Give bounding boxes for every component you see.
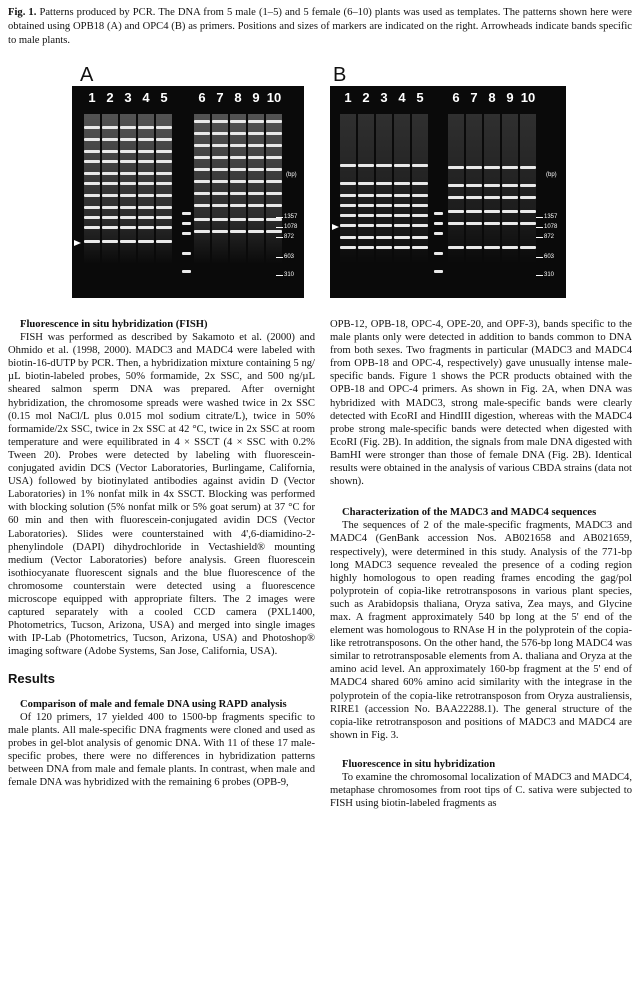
- gel-band: [138, 216, 154, 219]
- marker-band: [434, 252, 443, 255]
- gel-band: [120, 226, 136, 229]
- gel-band: [358, 182, 374, 185]
- gel-band: [156, 150, 172, 153]
- gel-band: [84, 138, 100, 141]
- gel-band: [376, 214, 392, 217]
- gel-band: [120, 126, 136, 129]
- gel-band: [266, 132, 282, 135]
- marker-tick: [276, 257, 283, 258]
- gel-band: [212, 120, 228, 123]
- lane-smear: [376, 114, 392, 264]
- gel-band: [412, 236, 428, 239]
- gel-band: [484, 196, 500, 199]
- lane-number: 10: [266, 90, 282, 105]
- gel-band: [212, 132, 228, 135]
- lane-smear: [248, 114, 264, 264]
- gel-band: [102, 216, 118, 219]
- left-column: [8, 318, 315, 789]
- gel-band: [212, 218, 228, 221]
- sequence-paragraph: The sequences of 2 of the male-specific fragments, MADC3 and MADC4 (GenBank accession Nos. AB021658 and AB021659, respectively), were determined in this study. Analysis of the 771-bp long MADC3 sequence revealed the presence of a coding region highly homologous to open reading frames encoding the gag/pol polyprotein of copia-like retrotransposons in various plant species, such as Arabidopsis thaliana, Oryza sativa, Zea mays, and Glycine max. A fragment approximately 540 bp long at the 5' end of the element was homologous to RNAse H in the polyprotein of the copia-like retrotransposons. On the other hand, the 576-bp long MADC4 was similar to retrotransposable elements from A. thaliana and Oryza at the amino acid level. An approximately 160-bp fragment at the 5' end of MADC4 shared 60% amino acid similarity with the integrase in the polyprotein of the copia-like retrotransposon from Oryza australiensis, RIRE1 (accession No. BAA22288.1). The general structure of the copia-like retrotransposon and positions of MADC3 and MADC4 are shown in Fig. 3.: [330, 520, 632, 741]
- gel-band: [266, 192, 282, 195]
- lane-smear: [194, 114, 210, 264]
- gel-band: [484, 210, 500, 213]
- gel-band: [340, 214, 356, 217]
- gel-band: [376, 236, 392, 239]
- gel-band: [194, 230, 210, 233]
- gel-band: [138, 240, 154, 243]
- gel-band: [266, 180, 282, 183]
- gel-band: [502, 222, 518, 225]
- gel-band: [156, 160, 172, 163]
- marker-size-label: 310: [544, 272, 555, 278]
- lane-number: 8: [488, 90, 496, 105]
- marker-band: [182, 232, 191, 235]
- marker-size-label: 310: [284, 272, 295, 278]
- gel-band: [84, 182, 100, 185]
- gel-band: [412, 194, 428, 197]
- gel-band: [394, 236, 410, 239]
- gel-band: [266, 218, 282, 221]
- gel-band: [340, 164, 356, 167]
- marker-size-label: 603: [284, 254, 295, 260]
- gel-band: [212, 168, 228, 171]
- marker-tick: [536, 227, 543, 228]
- gel-band: [502, 210, 518, 213]
- lane-number: 2: [106, 90, 114, 105]
- gel-band: [102, 126, 118, 129]
- lane-smear: [502, 114, 518, 264]
- lane-number: 10: [520, 90, 536, 105]
- gel-band: [412, 164, 428, 167]
- gel-band: [248, 204, 264, 207]
- gel-band: [448, 210, 464, 213]
- lane-smear: [448, 114, 464, 264]
- gel-band: [358, 164, 374, 167]
- lane-number: 4: [142, 90, 150, 105]
- gel-band: [212, 192, 228, 195]
- gel-band: [466, 246, 482, 249]
- gel-band: [120, 172, 136, 175]
- lane-number: 1: [88, 90, 96, 105]
- gel-band: [156, 172, 172, 175]
- marker-unit-label: (bp): [546, 172, 557, 178]
- gel-band: [120, 194, 136, 197]
- gel-band: [156, 240, 172, 243]
- gel-band: [102, 240, 118, 243]
- gel-band: [212, 156, 228, 159]
- gel-band: [102, 226, 118, 229]
- results-heading: Results: [8, 671, 55, 687]
- gel-band: [484, 246, 500, 249]
- marker-band: [182, 222, 191, 225]
- fish-results-paragraph: To examine the chromosomal localization of MADC3 and MADC4, metaphase chromosomes from root tips of C. sativa were subjected to FISH using biotin-labeled fragments as: [330, 772, 632, 810]
- gel-band: [520, 196, 536, 199]
- gel-band: [84, 126, 100, 129]
- gel-band: [502, 196, 518, 199]
- lane-smear: [466, 114, 482, 264]
- gel-band: [138, 126, 154, 129]
- gel-band: [120, 216, 136, 219]
- marker-size-label: 1078: [284, 224, 298, 230]
- panel-letter-b: B: [333, 64, 347, 86]
- gel-band: [138, 160, 154, 163]
- marker-tick: [276, 217, 283, 218]
- fish-results-heading: Fluorescence in situ hybridization: [342, 758, 496, 770]
- gel-band: [102, 150, 118, 153]
- gel-band: [394, 224, 410, 227]
- gel-band: [248, 144, 264, 147]
- figure-caption: [8, 6, 632, 48]
- gel-band: [520, 246, 536, 249]
- gel-band: [230, 132, 246, 135]
- gel-band: [502, 166, 518, 169]
- gel-band: [520, 184, 536, 187]
- gel-band: [394, 194, 410, 197]
- gel-band: [248, 218, 264, 221]
- marker-tick: [276, 227, 283, 228]
- gel-band: [466, 184, 482, 187]
- gel-band: [248, 192, 264, 195]
- gel-band: [156, 226, 172, 229]
- gel-band: [102, 182, 118, 185]
- lane-smear: [340, 114, 356, 264]
- gel-band: [102, 172, 118, 175]
- gel-band: [340, 224, 356, 227]
- rapd-subheading: Comparison of male and female DNA using RAPD analysis: [20, 698, 287, 710]
- gel-band: [376, 182, 392, 185]
- gel-band: [212, 180, 228, 183]
- marker-size-label: 872: [284, 234, 295, 240]
- gel-band: [156, 138, 172, 141]
- gel-band: [358, 214, 374, 217]
- marker-size-label: 1357: [284, 214, 298, 220]
- caption-text: Patterns produced by PCR. The DNA from 5 male (1–5) and 5 female (6–10) plants was used as templates. The patterns shown here were obtained using OPB18 (A) and OPC4 (B) as primers. Positions and sizes of markers are indicated on the right. Arrowheads indicate bands specific to male plants.: [8, 7, 632, 46]
- gel-band: [266, 156, 282, 159]
- lane-smear: [394, 114, 410, 264]
- gel-band: [448, 222, 464, 225]
- lane-smear: [230, 114, 246, 264]
- gel-band: [120, 206, 136, 209]
- sequence-heading: Characterization of the MADC3 and MADC4 sequences: [342, 507, 597, 519]
- marker-tick: [536, 257, 543, 258]
- gel-band: [394, 204, 410, 207]
- gel-band: [376, 246, 392, 249]
- gel-band: [102, 138, 118, 141]
- gel-band: [484, 184, 500, 187]
- gel-band: [412, 246, 428, 249]
- gel-band: [394, 182, 410, 185]
- gel-band: [358, 236, 374, 239]
- lane-number: 8: [234, 90, 242, 105]
- gel-band: [212, 204, 228, 207]
- caption-label: Fig. 1.: [8, 7, 37, 18]
- lane-number: 7: [470, 90, 478, 105]
- gel-band: [212, 230, 228, 233]
- gel-band: [156, 216, 172, 219]
- gel-band: [138, 206, 154, 209]
- marker-band: [434, 270, 443, 273]
- gel-band: [358, 204, 374, 207]
- gel-band: [194, 218, 210, 221]
- gel-band: [266, 204, 282, 207]
- marker-tick: [536, 275, 543, 276]
- right-column: [330, 318, 632, 810]
- gel-band: [84, 172, 100, 175]
- gel-band: [248, 168, 264, 171]
- gel-band: [138, 138, 154, 141]
- lane-number: 4: [398, 90, 406, 105]
- marker-size-label: 872: [544, 234, 555, 240]
- lane-number: 9: [506, 90, 514, 105]
- marker-band: [434, 212, 443, 215]
- gel-band: [120, 160, 136, 163]
- gel-band: [448, 166, 464, 169]
- marker-band: [182, 212, 191, 215]
- marker-tick: [536, 237, 543, 238]
- gel-band: [266, 230, 282, 233]
- gel-band: [194, 168, 210, 171]
- gel-band: [484, 166, 500, 169]
- gel-band: [84, 226, 100, 229]
- marker-size-label: 1357: [544, 214, 558, 220]
- gel-band: [212, 144, 228, 147]
- gel-band: [266, 168, 282, 171]
- gel-band: [520, 166, 536, 169]
- male-specific-arrowhead: [332, 224, 339, 230]
- gel-band: [230, 218, 246, 221]
- gel-band: [138, 172, 154, 175]
- gel-band: [376, 194, 392, 197]
- gel-band: [412, 204, 428, 207]
- lane-smear: [484, 114, 500, 264]
- gel-band: [194, 120, 210, 123]
- gel-band: [248, 230, 264, 233]
- marker-band: [182, 252, 191, 255]
- gel-band: [248, 180, 264, 183]
- gel-band: [448, 184, 464, 187]
- gel-band: [84, 194, 100, 197]
- lane-number: 2: [362, 90, 370, 105]
- gel-band: [412, 224, 428, 227]
- gel-band: [194, 192, 210, 195]
- gel-band: [520, 222, 536, 225]
- gel-band: [138, 182, 154, 185]
- gel-band: [138, 226, 154, 229]
- gel-band: [230, 180, 246, 183]
- gel-band: [156, 182, 172, 185]
- gel-image-panel-a: [72, 86, 304, 298]
- gel-band: [520, 210, 536, 213]
- lane-number: 3: [124, 90, 132, 105]
- gel-band: [120, 138, 136, 141]
- lane-number: 6: [452, 90, 460, 105]
- gel-band: [448, 246, 464, 249]
- fish-methods-paragraph: FISH was performed as described by Sakamoto et al. (2000) and Ohmido et al. (1998, 2000). MADC3 and MADC4 were labeled with biotin-16-dUTP by PCR. Then, a hybridization mixture containing 5 ng/µL biotin-labeled probes, 50% formamide, 2x SSC, and 500 ng/µL sheared salmon sperm DNA was prepared. After overnight hybridization, the chromosome spreads were washed twice in 2x SSC (0.15 mol NaCl/L plus 0.015 mol sodium citrate/L), twice in 50% formamide/2x SSC, twice in 2x SSC at 42 °C, twice in 2x SSC at room temperature and were equilibrated in 4 × SSCT (4 × SSC with 0.2% Tween 20). Probes were detected by labeling with fluorescein-conjugated avidin DCS (Vector Laboratories, Burlingame, California, USA) followed by biotinylated antibodies against avidin D (Vector Laboratories) in 1% nonfat milk in 4x SSCT. Blocking was performed with blocking solution (5% nonfat milk or 5% goat serum) at 37 °C for 60 min and then with fluorescein-conjugated avidin DCS (Vector Laboratories). Slides were counterstained with 4',6-diamidino-2-phenylindole (DAPI) dihydrochloride in Vectashield® mounting medium (Vector Laboratories) before analysis. Green fluorescein isothiocyanate fluorescent signals and the blue fluorescence of the chromosome counterstain were detected using a fluorescence microscope equipped with appropriate filters. The 2 images were captured separately with a cooled CCD camera (PXL1400, Photometrics, Tucson, Arizona, USA) and merged into single images with IP-Lab (Photometrics, Tucson, Arizona, USA) and Photoshop® imaging software (Adobe Systems, San Jose, California, USA).: [8, 332, 315, 658]
- gel-band: [230, 192, 246, 195]
- rapd-continued-paragraph: OPB-12, OPB-18, OPC-4, OPE-20, and OPF-3), bands specific to the male plants only were detected in addition to bands common to DNA from both sexes. Two fragments in particular (MADC3 and MADC4 from OPB-18 and OPC-4, respectively) gave unusually intense male-specific bands. Figure 1 shows the PCR products obtained with the OPB-18 and OPC-4 primers. As shown in Fig. 2A, when DNA was hybridized with MADC3, strong male-specific bands were clearly detected with EcoRI and HindIII digestion, whereas with the MADC4 probe strong male-specific bands were detected when digested with EcoRI (Fig. 2B). In addition, the signals from male DNA digested with BamHI were stronger than those of female DNA (Fig. 2B). Identical results were obtained in the analysis of various CBDA strains (data not shown).: [330, 319, 632, 488]
- marker-size-label: 603: [544, 254, 555, 260]
- lane-smear: [520, 114, 536, 264]
- gel-band: [194, 144, 210, 147]
- gel-band: [102, 206, 118, 209]
- gel-band: [230, 156, 246, 159]
- gel-band: [194, 180, 210, 183]
- gel-band: [138, 150, 154, 153]
- gel-band: [248, 120, 264, 123]
- gel-band: [466, 210, 482, 213]
- gel-band: [448, 196, 464, 199]
- gel-band: [466, 196, 482, 199]
- gel-band: [376, 164, 392, 167]
- gel-band: [120, 182, 136, 185]
- lane-number: 7: [216, 90, 224, 105]
- male-specific-arrowhead: [74, 240, 81, 246]
- panel-letter-a: A: [80, 64, 94, 86]
- gel-band: [358, 224, 374, 227]
- gel-band: [102, 194, 118, 197]
- gel-band: [340, 194, 356, 197]
- gel-band: [412, 182, 428, 185]
- lane-number: 5: [160, 90, 168, 105]
- gel-band: [230, 120, 246, 123]
- gel-band: [248, 132, 264, 135]
- lane-smear: [412, 114, 428, 264]
- lane-smear: [266, 114, 282, 264]
- gel-band: [466, 166, 482, 169]
- gel-band: [266, 144, 282, 147]
- gel-band: [102, 160, 118, 163]
- gel-band: [340, 182, 356, 185]
- lane-number: 1: [344, 90, 352, 105]
- gel-band: [340, 246, 356, 249]
- gel-band: [394, 164, 410, 167]
- gel-band: [84, 150, 100, 153]
- gel-band: [466, 222, 482, 225]
- gel-band: [394, 246, 410, 249]
- gel-band: [194, 132, 210, 135]
- marker-unit-label: (bp): [286, 172, 297, 178]
- gel-band: [84, 160, 100, 163]
- rapd-paragraph: Of 120 primers, 17 yielded 400 to 1500-bp fragments specific to male plants. All male-specific DNA fragments were cloned and used as probes in gel-blot analysis of genomic DNA. With 11 of these 17 male-specific probes, there were no differences in hybridization patterns between DNA from male and female plants. In contrast, when male and female DNA was hybridized with the remaining 6 probes (OPB-9,: [8, 711, 315, 789]
- marker-band: [434, 222, 443, 225]
- gel-band: [248, 156, 264, 159]
- lane-number: 6: [198, 90, 206, 105]
- gel-band: [120, 150, 136, 153]
- gel-band: [156, 206, 172, 209]
- gel-band: [84, 206, 100, 209]
- gel-band: [156, 194, 172, 197]
- fish-methods-heading: Fluorescence in situ hybridization (FISH): [20, 319, 208, 330]
- lane-number: 9: [252, 90, 260, 105]
- gel-band: [340, 236, 356, 239]
- marker-size-label: 1078: [544, 224, 558, 230]
- gel-band: [376, 204, 392, 207]
- gel-band: [340, 204, 356, 207]
- marker-tick: [276, 275, 283, 276]
- gel-band: [376, 224, 392, 227]
- gel-band: [84, 216, 100, 219]
- gel-band: [230, 230, 246, 233]
- gel-band: [84, 240, 100, 243]
- gel-band: [156, 126, 172, 129]
- lane-smear: [358, 114, 374, 264]
- gel-band: [484, 222, 500, 225]
- lane-number: 3: [380, 90, 388, 105]
- gel-band: [394, 214, 410, 217]
- gel-band: [230, 168, 246, 171]
- marker-tick: [536, 217, 543, 218]
- gel-band: [120, 240, 136, 243]
- marker-band: [182, 270, 191, 273]
- marker-band: [434, 232, 443, 235]
- gel-band: [230, 144, 246, 147]
- gel-band: [230, 204, 246, 207]
- gel-band: [502, 246, 518, 249]
- gel-band: [194, 156, 210, 159]
- gel-band: [194, 204, 210, 207]
- gel-band: [266, 120, 282, 123]
- gel-band: [138, 194, 154, 197]
- gel-band: [358, 246, 374, 249]
- marker-tick: [276, 237, 283, 238]
- lane-number: 5: [416, 90, 424, 105]
- lane-smear: [212, 114, 228, 264]
- gel-band: [412, 214, 428, 217]
- gel-band: [502, 184, 518, 187]
- gel-image-panel-b: [330, 86, 566, 298]
- gel-band: [358, 194, 374, 197]
